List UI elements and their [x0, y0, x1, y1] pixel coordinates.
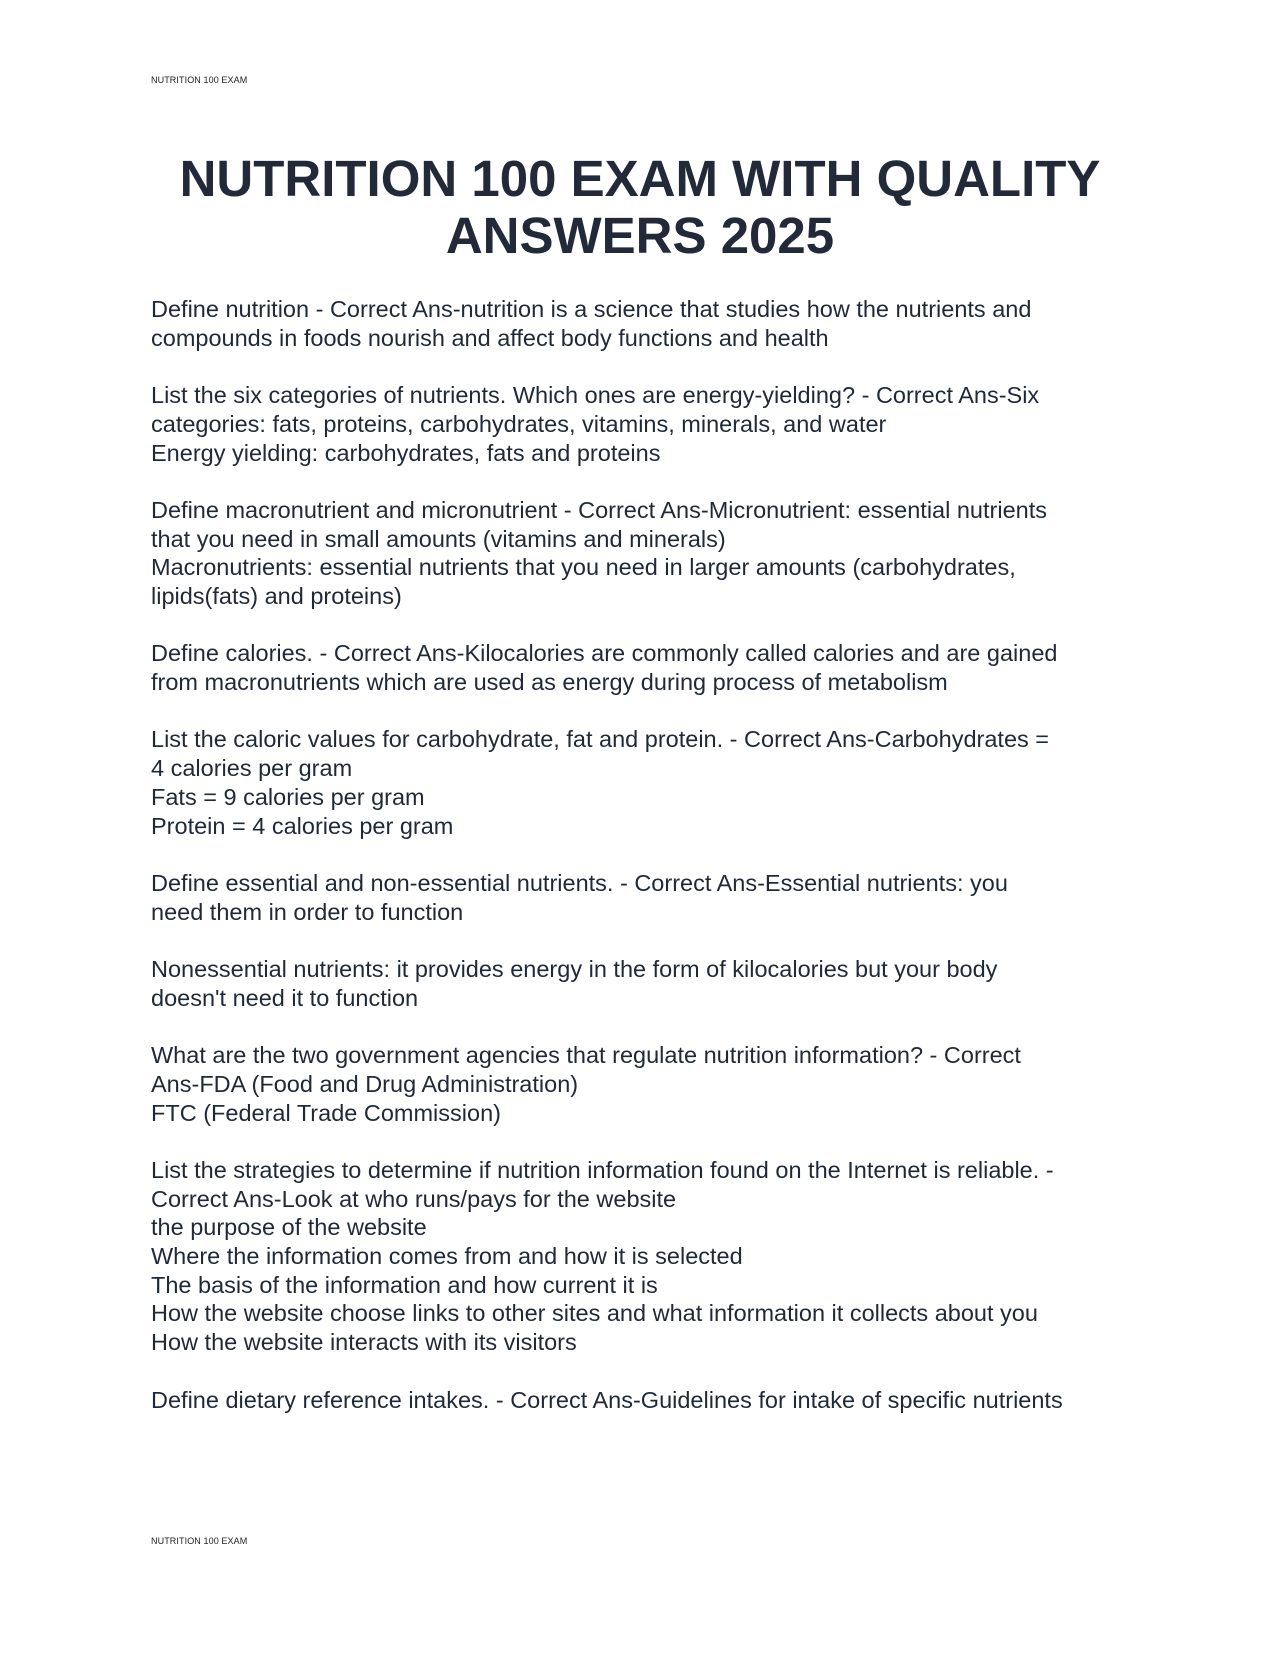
qa-item-caloric-values [151, 725, 1141, 840]
qa-item-nutrient-categories [151, 381, 1141, 467]
title-line-2: ANSWERS 2025 [445, 207, 835, 264]
qa-item-define-nutrition [151, 295, 1141, 352]
qa-line: Define macronutrient and micronutrient - Correct Ans-Micronutrient: essential nutrients [151, 496, 1047, 523]
qa-line: compounds in foods nourish and affect body functions and health [151, 324, 829, 351]
qa-line: List the caloric values for carbohydrate, fat and protein. - Correct Ans-Carbohydrates = [151, 726, 1050, 753]
qa-line: categories: fats, proteins, carbohydrates, vitamins, minerals, and water [151, 410, 887, 437]
qa-item-calories [151, 639, 1141, 696]
qa-line: doesn't need it to function [151, 984, 419, 1011]
qa-line: Ans-FDA (Food and Drug Administration) [151, 1070, 579, 1097]
qa-line: Macronutrients: essential nutrients that you need in larger amounts (carbohydrates, [151, 554, 1016, 581]
qa-line: 4 calories per gram [151, 755, 353, 782]
qa-line: Protein = 4 calories per gram [151, 812, 454, 839]
qa-item-government-agencies [151, 1041, 1141, 1127]
title-line-1: NUTRITION 100 EXAM WITH QUALITY [179, 150, 1101, 207]
qa-line: Define nutrition - Correct Ans-nutrition is a science that studies how the nutrients and [151, 296, 1032, 322]
qa-item-internet-strategies [151, 1156, 1141, 1357]
page-footer: NUTRITION 100 EXAM [151, 1536, 248, 1546]
qa-line: What are the two government agencies that regulate nutrition information? - Correct [151, 1042, 1021, 1069]
qa-line: Energy yielding: carbohydrates, fats and proteins [151, 439, 661, 466]
qa-item-macro-micro [151, 496, 1141, 611]
qa-line: The basis of the information and how current it is [151, 1271, 658, 1298]
qa-line: How the website choose links to other sites and what information it collects about you [151, 1300, 1038, 1327]
qa-line: Fats = 9 calories per gram [151, 783, 425, 810]
qa-line: FTC (Federal Trade Commission) [151, 1099, 501, 1126]
qa-line: Nonessential nutrients: it provides energy in the form of kilocalories but your body [151, 956, 998, 983]
qa-line: Define dietary reference intakes. - Correct Ans-Guidelines for intake of specific nutrients [151, 1386, 1063, 1413]
qa-line: List the six categories of nutrients. Which ones are energy-yielding? - Correct Ans-Six [151, 382, 1040, 409]
qa-line: Correct Ans-Look at who runs/pays for the website [151, 1185, 677, 1212]
qa-line: How the website interacts with its visitors [151, 1329, 577, 1356]
qa-line: List the strategies to determine if nutrition information found on the Internet is reliable. - [151, 1156, 1054, 1183]
qa-line: the purpose of the website [151, 1214, 427, 1241]
qa-line: that you need in small amounts (vitamins and minerals) [151, 525, 726, 552]
qa-line: Where the information comes from and how it is selected [151, 1243, 743, 1270]
qa-item-dietary-reference-intakes [151, 1386, 1141, 1415]
qa-line: need them in order to function [151, 898, 464, 925]
qa-line: Define calories. - Correct Ans-Kilocalories are commonly called calories and are gained [151, 640, 1058, 667]
qa-item-nonessential-nutrients [151, 955, 1141, 1012]
qa-line: Define essential and non-essential nutrients. - Correct Ans-Essential nutrients: you [151, 869, 1008, 896]
qa-item-essential-nutrients [151, 869, 1141, 926]
qa-line: from macronutrients which are used as energy during process of metabolism [151, 669, 948, 696]
qa-line: lipids(fats) and proteins) [151, 583, 402, 609]
qa-list [151, 295, 1141, 1443]
page-header: NUTRITION 100 EXAM [151, 75, 248, 85]
document-title [150, 150, 1130, 264]
